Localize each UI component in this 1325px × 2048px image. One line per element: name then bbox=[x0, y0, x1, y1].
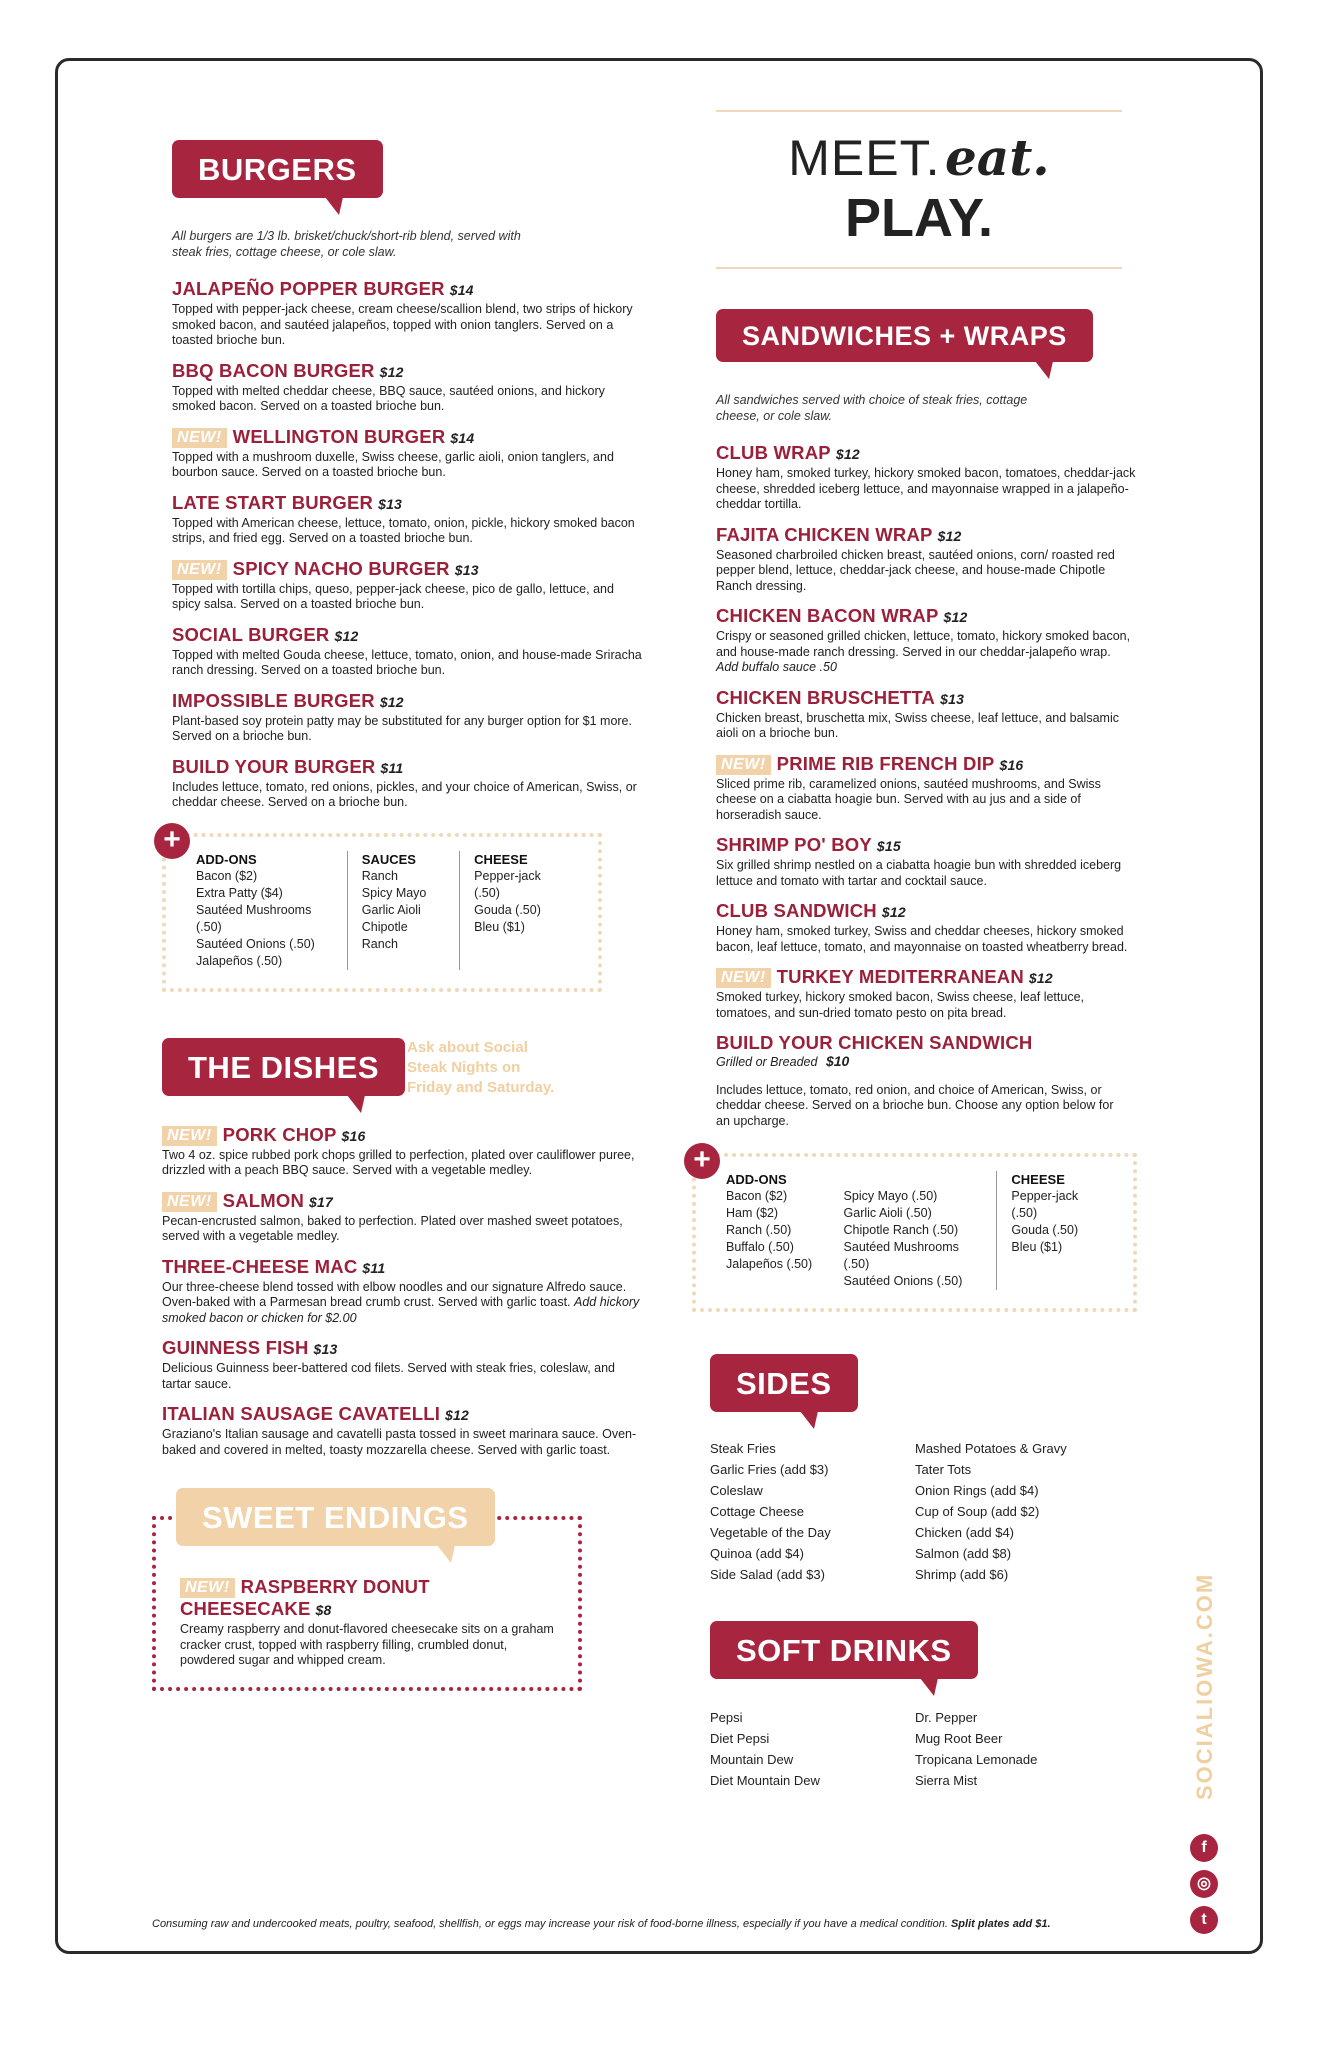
item-desc-text: Topped with melted Gouda cheese, lettuce, tomato, onion, and house-made Sriracha ranch dressing. Served on a toasted brioche bun. bbox=[172, 647, 642, 677]
addons-title: ADD-ONS bbox=[726, 1172, 787, 1187]
list-item: Ham ($2) bbox=[726, 1206, 779, 1220]
item-name: SOCIAL BURGER bbox=[172, 623, 330, 645]
item-desc-text: Pecan-encrusted salmon, baked to perfection. Plated over mashed sweet potatoes, served with a vegetable medley. bbox=[162, 1213, 623, 1243]
item-price: $10 bbox=[825, 1053, 850, 1069]
item-name-line bbox=[172, 426, 642, 449]
item-desc bbox=[716, 629, 1136, 676]
new-badge: NEW! bbox=[172, 428, 227, 448]
addons-more-list bbox=[844, 1188, 983, 1290]
sides-section bbox=[710, 1354, 1136, 1585]
item-desc bbox=[172, 582, 642, 613]
list-item: Salmon (add $8) bbox=[915, 1546, 1012, 1561]
list-item: Diet Mountain Dew bbox=[710, 1773, 820, 1788]
item-note: Add buffalo sauce .50 bbox=[716, 660, 837, 674]
list-item: Dr. Pepper bbox=[915, 1710, 978, 1725]
sauces-column bbox=[347, 851, 459, 970]
list-item: Mountain Dew bbox=[710, 1752, 794, 1767]
item-name: WELLINGTON BURGER bbox=[232, 425, 446, 447]
list-item: Bleu ($1) bbox=[474, 919, 525, 934]
list-item: Shrimp (add $6) bbox=[915, 1567, 1009, 1582]
item-name: PORK CHOP bbox=[222, 1123, 337, 1145]
addons-title: ADD-ONS bbox=[196, 851, 257, 867]
item-name-line bbox=[716, 524, 1136, 547]
list-item: Extra Patty ($4) bbox=[196, 885, 283, 900]
item-name-line bbox=[162, 1190, 642, 1213]
list-item: Mug Root Beer bbox=[915, 1731, 1003, 1746]
menu-item bbox=[716, 753, 1136, 824]
list-item: Bacon ($2) bbox=[726, 1189, 788, 1203]
plus-icon: + bbox=[154, 823, 190, 859]
item-desc bbox=[716, 924, 1136, 955]
item-price: $16 bbox=[341, 1127, 366, 1144]
sides-col-2 bbox=[915, 1438, 1080, 1585]
menu-item bbox=[162, 1190, 642, 1245]
logo-play: PLAY. bbox=[844, 188, 994, 248]
item-name: THREE-CHEESE MAC bbox=[162, 1255, 358, 1277]
facebook-icon[interactable]: f bbox=[1190, 1834, 1218, 1862]
item-desc bbox=[172, 780, 642, 811]
item-name: CHICKEN BACON WRAP bbox=[716, 605, 939, 626]
item-name-line bbox=[172, 690, 642, 713]
item-name-line bbox=[172, 278, 642, 301]
item-desc bbox=[172, 516, 642, 547]
sides-col-1 bbox=[710, 1438, 875, 1585]
list-item: Pepsi bbox=[710, 1710, 743, 1725]
item-desc-text: Smoked turkey, hickory smoked bacon, Swiss cheese, leaf lettuce, tomatoes, and sun-dried tomato pesto on pita bread. bbox=[716, 990, 1084, 1020]
menu-item bbox=[172, 690, 642, 745]
dishes-section bbox=[162, 1038, 642, 1096]
list-item: Cup of Soup (add $2) bbox=[915, 1504, 1040, 1519]
item-name-line bbox=[172, 360, 642, 383]
new-badge: NEW! bbox=[162, 1192, 217, 1212]
item-note: Add hickory smoked bacon or chicken for $2.00 bbox=[162, 1295, 640, 1325]
item-price: $12 bbox=[379, 363, 404, 380]
item-price: $12 bbox=[937, 527, 962, 544]
item-desc-text: Chicken breast, bruschetta mix, Swiss cheese, leaf lettuce, and balsamic aioli on a brioche bun. bbox=[716, 710, 1119, 740]
list-item: Sautéed Mushrooms (.50) bbox=[196, 902, 312, 934]
item-desc-text: Seasoned charbroiled chicken breast, sautéed onions, corn/ roasted red pepper blend, lettuce, cheddar-jack cheese, and house-made Chipotle Ranch dressing. bbox=[716, 547, 1115, 593]
item-name: BUILD YOUR BURGER bbox=[172, 755, 376, 777]
item-name: CLUB WRAP bbox=[716, 442, 831, 463]
cheese-title: CHEESE bbox=[1011, 1172, 1065, 1187]
list-item: Diet Pepsi bbox=[710, 1731, 770, 1746]
item-name-line bbox=[172, 756, 642, 779]
burgers-intro: All burgers are 1/3 lb. brisket/chuck/short-rib blend, served with steak fries, cottage cheese, or cole slaw. bbox=[172, 229, 521, 259]
sides-banner: SIDES bbox=[710, 1354, 858, 1412]
sandwiches-banner: SANDWICHES + WRAPS bbox=[716, 309, 1093, 362]
menu-item bbox=[162, 1337, 642, 1392]
drinks-section bbox=[710, 1621, 1136, 1791]
item-desc bbox=[716, 990, 1136, 1021]
item-name: BBQ BACON BURGER bbox=[172, 359, 375, 381]
item-price: $14 bbox=[450, 429, 475, 446]
item-desc-text: Plant-based soy protein patty may be substituted for any burger option for $1 more. Served on a brioche bun. bbox=[172, 713, 632, 743]
list-item: Mashed Potatoes & Gravy bbox=[915, 1441, 1067, 1456]
twitter-icon[interactable]: t bbox=[1190, 1906, 1218, 1934]
sauces-list bbox=[362, 868, 445, 953]
list-item: Quinoa (add $4) bbox=[710, 1546, 804, 1561]
build-chicken-item bbox=[716, 1032, 1136, 1129]
new-badge: NEW! bbox=[716, 968, 771, 988]
list-item: Coleslaw bbox=[710, 1483, 763, 1498]
menu-item bbox=[162, 1256, 642, 1327]
item-price: $12 bbox=[943, 609, 968, 625]
list-item: Steak Fries bbox=[710, 1441, 776, 1456]
item-name: CHICKEN BRUSCHETTA bbox=[716, 686, 936, 708]
item-price: $12 bbox=[334, 627, 359, 644]
menu-item bbox=[172, 278, 642, 349]
item-desc bbox=[172, 302, 642, 349]
item-price: $12 bbox=[881, 904, 906, 920]
item-name: BUILD YOUR CHICKEN SANDWICH bbox=[716, 1032, 1033, 1053]
sandwiches-intro: All sandwiches served with choice of steak fries, cottage cheese, or cole slaw. bbox=[716, 393, 1028, 423]
item-name: FAJITA CHICKEN WRAP bbox=[716, 523, 933, 545]
item-price: $16 bbox=[999, 756, 1024, 773]
item-price: $13 bbox=[940, 690, 965, 707]
list-item: Chicken (add $4) bbox=[915, 1525, 1014, 1540]
menu-item bbox=[162, 1403, 642, 1458]
item-name-line bbox=[716, 834, 1136, 857]
addons-more-column bbox=[830, 1171, 997, 1290]
item-desc-text: Honey ham, smoked turkey, hickory smoked bacon, tomatoes, cheddar-jack cheese, shredded iceberg lettuce, and mayonnaise wrapped in a jalapeño-cheddar tortilla. bbox=[716, 466, 1136, 511]
item-desc-text: Our three-cheese blend tossed with elbow noodles and our signature Alfredo sauce. Oven-baked with a Parmesan bread crumb crust. Served with garlic toast. bbox=[162, 1279, 627, 1309]
item-name: SALMON bbox=[222, 1189, 305, 1211]
item-name: CLUB SANDWICH bbox=[716, 900, 877, 921]
list-item: Sautéed Onions (.50) bbox=[843, 1274, 963, 1288]
item-desc bbox=[716, 466, 1136, 513]
item-sub bbox=[716, 1054, 1136, 1071]
item-name-line bbox=[716, 687, 1136, 710]
item-name-line bbox=[162, 1256, 642, 1279]
footnote-text: Consuming raw and undercooked meats, poultry, seafood, shellfish, or eggs may increase your risk of food-borne illness, especially if you have a medical condition. bbox=[152, 1918, 948, 1930]
item-desc-text: Topped with melted cheddar cheese, BBQ sauce, sautéed onions, and hickory smoked bacon. Served on a toasted brioche bun. bbox=[172, 383, 605, 413]
item-name: LATE START BURGER bbox=[172, 491, 374, 513]
item-price: $11 bbox=[380, 759, 404, 776]
item-desc-text: Two 4 oz. spice rubbed pork chops grilled to perfection, plated over cauliflower puree, drizzled with a peach BBQ sauce. Served with a vegetable medley. bbox=[162, 1147, 635, 1177]
menu-item bbox=[716, 605, 1136, 676]
right-column bbox=[693, 110, 1136, 1791]
menu-item bbox=[172, 624, 642, 679]
sweet-banner: SWEET ENDINGS bbox=[176, 1488, 495, 1546]
item-desc bbox=[716, 858, 1136, 889]
item-price: $12 bbox=[379, 693, 404, 710]
list-item: Spicy Mayo (.50) bbox=[843, 1189, 938, 1203]
left-column bbox=[162, 140, 642, 1691]
dishes-list bbox=[162, 1124, 642, 1459]
item-desc bbox=[162, 1361, 642, 1392]
item-name: SHRIMP PO' BOY bbox=[716, 834, 872, 855]
item-name: ITALIAN SAUSAGE CAVATELLI bbox=[162, 1403, 441, 1424]
menu-item bbox=[716, 834, 1136, 889]
addons-list bbox=[726, 1188, 816, 1273]
sandwich-list bbox=[716, 442, 1136, 1021]
item-name-line bbox=[162, 1124, 642, 1147]
item-name: JALAPEÑO POPPER BURGER bbox=[172, 278, 445, 299]
new-badge: NEW! bbox=[180, 1578, 235, 1598]
list-item: Cottage Cheese bbox=[710, 1504, 804, 1519]
item-desc bbox=[716, 548, 1136, 595]
list-item: Jalapeños (.50) bbox=[726, 1257, 813, 1271]
list-item: Sautéed Onions (.50) bbox=[196, 936, 315, 951]
item-desc-text: Topped with a mushroom duxelle, Swiss cheese, garlic aioli, onion tanglers, and bourbon sauce. Served on a toasted brioche bun. bbox=[172, 449, 614, 479]
item-price: $15 bbox=[876, 838, 901, 854]
burgers-banner: BURGERS bbox=[172, 140, 383, 198]
list-item: Garlic Aioli bbox=[361, 902, 421, 917]
menu-item bbox=[716, 524, 1136, 595]
drinks-col-2 bbox=[915, 1707, 1080, 1791]
menu-item bbox=[162, 1124, 642, 1179]
footnote bbox=[152, 1918, 1152, 1930]
drinks-list bbox=[710, 1707, 1136, 1791]
item-name: PRIME RIB FRENCH DIP bbox=[776, 752, 995, 774]
item-desc: Includes lettuce, tomato, red onion, and choice of American, Swiss, or cheddar cheese. Served on a brioche bun. Choose any option below for an upcharge. bbox=[716, 1082, 1114, 1128]
sauces-title: SAUCES bbox=[361, 851, 416, 867]
list-item: Pepper-jack (.50) bbox=[1011, 1189, 1079, 1220]
list-item: Sierra Mist bbox=[915, 1773, 978, 1788]
item-name-line bbox=[172, 492, 642, 515]
list-item: Bleu ($1) bbox=[1011, 1240, 1063, 1254]
list-item: Onion Rings (add $4) bbox=[915, 1483, 1039, 1498]
list-item: Tropicana Lemonade bbox=[915, 1752, 1038, 1767]
menu-item bbox=[172, 360, 642, 415]
list-item: Bacon ($2) bbox=[196, 868, 258, 883]
list-item: Side Salad (add $3) bbox=[710, 1567, 825, 1582]
drinks-banner: SOFT DRINKS bbox=[710, 1621, 978, 1679]
menu-item bbox=[716, 442, 1136, 513]
item-price: $12 bbox=[1028, 970, 1053, 986]
item-desc-text: Crispy or seasoned grilled chicken, lettuce, tomato, hickory smoked bacon, and house-made ranch dressing. Served in our cheddar-jalapeño wrap. bbox=[716, 629, 1131, 659]
item-name-line bbox=[162, 1337, 642, 1360]
item-desc bbox=[172, 714, 642, 745]
list-item: Tater Tots bbox=[915, 1462, 972, 1477]
item-price: $8 bbox=[315, 1602, 332, 1618]
list-item: Chipotle Ranch (.50) bbox=[843, 1223, 959, 1237]
cheese-column bbox=[459, 851, 578, 970]
menu-item bbox=[716, 687, 1136, 742]
new-badge: NEW! bbox=[172, 560, 227, 580]
cheese-list bbox=[1011, 1188, 1099, 1256]
addons-column bbox=[196, 851, 347, 970]
item-name: RASPBERRY DONUT CHEESECAKE bbox=[180, 1576, 430, 1619]
list-item: Sautéed Mushrooms (.50) bbox=[843, 1240, 959, 1271]
dishes-banner: THE DISHES bbox=[162, 1038, 405, 1096]
item-desc bbox=[162, 1280, 642, 1327]
website-url[interactable]: SOCIALIOWA.COM bbox=[1192, 1572, 1217, 1800]
plus-icon: + bbox=[684, 1143, 720, 1179]
new-badge: NEW! bbox=[716, 755, 771, 775]
menu-item bbox=[716, 966, 1136, 1021]
list-item: Ranch bbox=[361, 868, 398, 883]
item-price: $12 bbox=[835, 446, 860, 462]
item-name-line bbox=[716, 966, 1136, 989]
item-name-line bbox=[172, 624, 642, 647]
item-desc bbox=[716, 777, 1136, 824]
logo-meet: MEET. bbox=[788, 130, 941, 186]
addons-list bbox=[196, 868, 333, 970]
new-badge: NEW! bbox=[162, 1126, 217, 1146]
item-desc-text: Topped with tortilla chips, queso, pepper-jack cheese, pico de gallo, lettuce, and spicy salsa. Served on a toasted brioche bun. bbox=[172, 581, 614, 611]
instagram-icon[interactable]: ◎ bbox=[1190, 1870, 1218, 1898]
split-plate-note: Split plates add $1. bbox=[950, 1918, 1051, 1930]
item-name: SPICY NACHO BURGER bbox=[232, 557, 450, 579]
list-item: Spicy Mayo bbox=[361, 885, 427, 900]
list-item: Pepper-jack (.50) bbox=[474, 868, 541, 900]
item-name-line bbox=[716, 605, 1136, 628]
steak-nights-note: Ask about Social Steak Nights on Friday and Saturday. bbox=[407, 1038, 555, 1096]
item-price: $17 bbox=[309, 1193, 333, 1210]
item-price: $12 bbox=[445, 1407, 470, 1423]
item-desc-text: Delicious Guinness beer-battered cod filets. Served with steak fries, coleslaw, and tartar sauce. bbox=[162, 1361, 616, 1391]
item-name-line bbox=[180, 1576, 558, 1621]
burger-addons bbox=[162, 822, 602, 992]
item-name: TURKEY MEDITERRANEAN bbox=[776, 966, 1024, 987]
item-price: $14 bbox=[449, 282, 474, 298]
item-name-line bbox=[716, 753, 1136, 776]
list-item: Garlic Aioli (.50) bbox=[843, 1206, 932, 1220]
item-price: $13 bbox=[378, 495, 403, 512]
item-desc-text: Topped with pepper-jack cheese, cream cheese/scallion blend, two strips of hickory smoked bacon, and sautéed jalapeños, topped with onion tanglers. Served on a toasted brioche bun. bbox=[172, 302, 633, 347]
item-desc-text: Sliced prime rib, caramelized onions, sautéed mushrooms, and Swiss cheese on a ciabatta hoagie bun. Served with au jus and a side of horseradish sauce. bbox=[716, 776, 1101, 822]
logo-eat: eat. bbox=[944, 128, 1050, 187]
menu-item bbox=[172, 492, 642, 547]
list-item: Vegetable of the Day bbox=[710, 1525, 831, 1540]
item-desc-text: Includes lettuce, tomato, red onions, pickles, and your choice of American, Swiss, or cheddar cheese. Served on a brioche bun. bbox=[172, 779, 637, 809]
item-desc bbox=[172, 384, 642, 415]
sweet-item bbox=[180, 1576, 558, 1669]
item-desc bbox=[172, 450, 642, 481]
item-desc-text: Graziano's Italian sausage and cavatelli pasta tossed in sweet marinara sauce. Oven-baked and covered in melted, toasty mozzarella cheese. Served with garlic toast. bbox=[162, 1427, 637, 1457]
build-sub: Grilled or Breaded bbox=[716, 1055, 818, 1069]
cheese-column bbox=[996, 1171, 1113, 1290]
list-item: Gouda (.50) bbox=[1011, 1223, 1079, 1237]
item-desc bbox=[162, 1427, 642, 1458]
burger-list bbox=[172, 278, 642, 811]
menu-item bbox=[172, 558, 642, 613]
item-price: $11 bbox=[362, 1259, 386, 1276]
item-name-line bbox=[716, 900, 1136, 923]
menu-item bbox=[172, 756, 642, 811]
item-name-line bbox=[172, 558, 642, 581]
sweet-section bbox=[152, 1488, 582, 1691]
item-desc bbox=[716, 711, 1136, 742]
item-desc-text: Honey ham, smoked turkey, Swiss and cheddar cheeses, hickory smoked bacon, leaf lettuce, tomato, and mayonnaise on toasted wheatberry bread. bbox=[716, 924, 1128, 954]
item-name: GUINNESS FISH bbox=[162, 1337, 309, 1358]
sides-list bbox=[710, 1438, 1136, 1585]
list-item: Jalapeños (.50) bbox=[196, 953, 283, 968]
item-price: $13 bbox=[454, 561, 479, 578]
menu-item bbox=[716, 900, 1136, 955]
cheese-list bbox=[474, 868, 564, 936]
sandwich-addons bbox=[692, 1143, 1137, 1312]
drinks-col-1 bbox=[710, 1707, 875, 1791]
item-desc bbox=[162, 1214, 642, 1245]
cheese-title: CHEESE bbox=[474, 851, 528, 867]
item-desc bbox=[172, 648, 642, 679]
item-desc-text: Topped with American cheese, lettuce, tomato, onion, pickle, hickory smoked bacon strips, and fried egg. Served on a toasted brioche bun. bbox=[172, 515, 635, 545]
item-name-line bbox=[716, 442, 1136, 465]
list-item: Chipotle Ranch bbox=[361, 919, 408, 951]
logo bbox=[716, 110, 1122, 269]
menu-item bbox=[172, 426, 642, 481]
list-item: Gouda (.50) bbox=[474, 902, 541, 917]
list-item: Buffalo (.50) bbox=[726, 1240, 794, 1254]
item-price: $13 bbox=[313, 1341, 338, 1357]
addons-column bbox=[726, 1171, 830, 1290]
item-name-line bbox=[162, 1403, 642, 1426]
item-desc-text: Six grilled shrimp nestled on a ciabatta hoagie bun with shredded iceberg lettuce and tomato with tartar and cocktail sauce. bbox=[716, 858, 1122, 888]
list-item: Ranch (.50) bbox=[726, 1223, 792, 1237]
list-item: Garlic Fries (add $3) bbox=[710, 1462, 829, 1477]
item-name: IMPOSSIBLE BURGER bbox=[172, 689, 375, 711]
item-desc: Creamy raspberry and donut-flavored cheesecake sits on a graham cracker crust, topped with raspberry filling, crumbled donut, powdered sugar and whipped cream. bbox=[180, 1622, 554, 1667]
item-desc bbox=[162, 1148, 642, 1179]
